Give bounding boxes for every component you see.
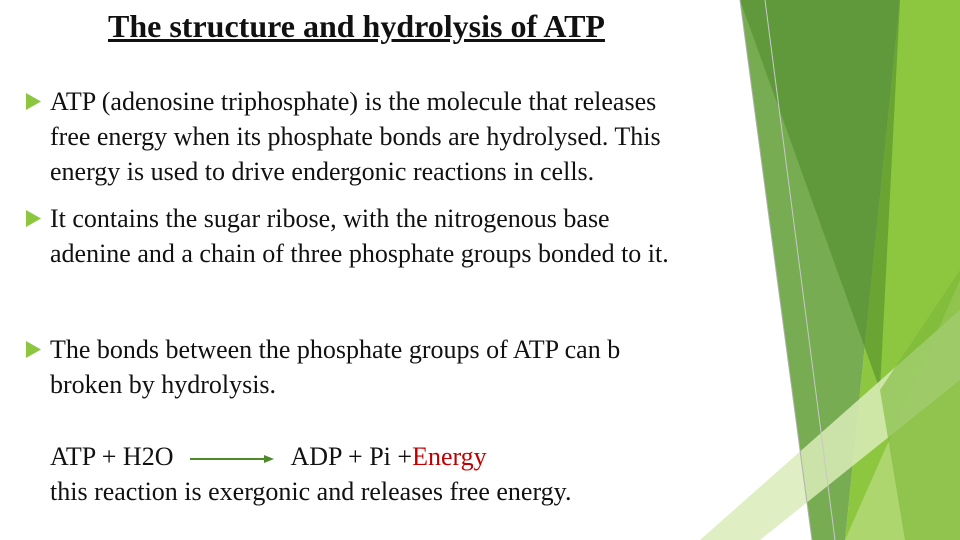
bullet-line: free energy when its phosphate bonds are hydrolysed. This bbox=[50, 122, 661, 151]
bullet-line: energy is used to drive endergonic reactions in cells. bbox=[50, 157, 595, 186]
right-triangle-marker-icon bbox=[24, 92, 43, 111]
equation-reactants: ATP + H2O bbox=[50, 442, 174, 471]
bullet-line: adenine and a chain of three phosphate groups bonded to it. bbox=[50, 239, 669, 268]
equation-products: ADP + Pi + bbox=[290, 442, 413, 471]
right-triangle-marker-icon bbox=[24, 209, 43, 228]
bullet-line: It contains the sugar ribose, with the nitrogenous base bbox=[50, 204, 610, 233]
bullet-text bbox=[50, 84, 661, 189]
slide-title: The structure and hydrolysis of ATP bbox=[108, 8, 605, 44]
bullet-line: broken by hydrolysis. bbox=[50, 370, 277, 399]
equation-energy: Energy bbox=[412, 442, 487, 471]
bullet-line: The bonds between the phosphate groups of ATP can b bbox=[50, 335, 621, 364]
right-arrow-icon bbox=[188, 449, 276, 469]
reaction-equation bbox=[50, 439, 487, 474]
bullet-line: ATP (adenosine triphosphate) is the molecule that releases bbox=[50, 87, 657, 116]
reaction-note: this reaction is exergonic and releases free energy. bbox=[50, 477, 572, 506]
bullet-text bbox=[50, 332, 620, 402]
right-triangle-marker-icon bbox=[24, 340, 43, 359]
bullet-text bbox=[50, 201, 669, 271]
